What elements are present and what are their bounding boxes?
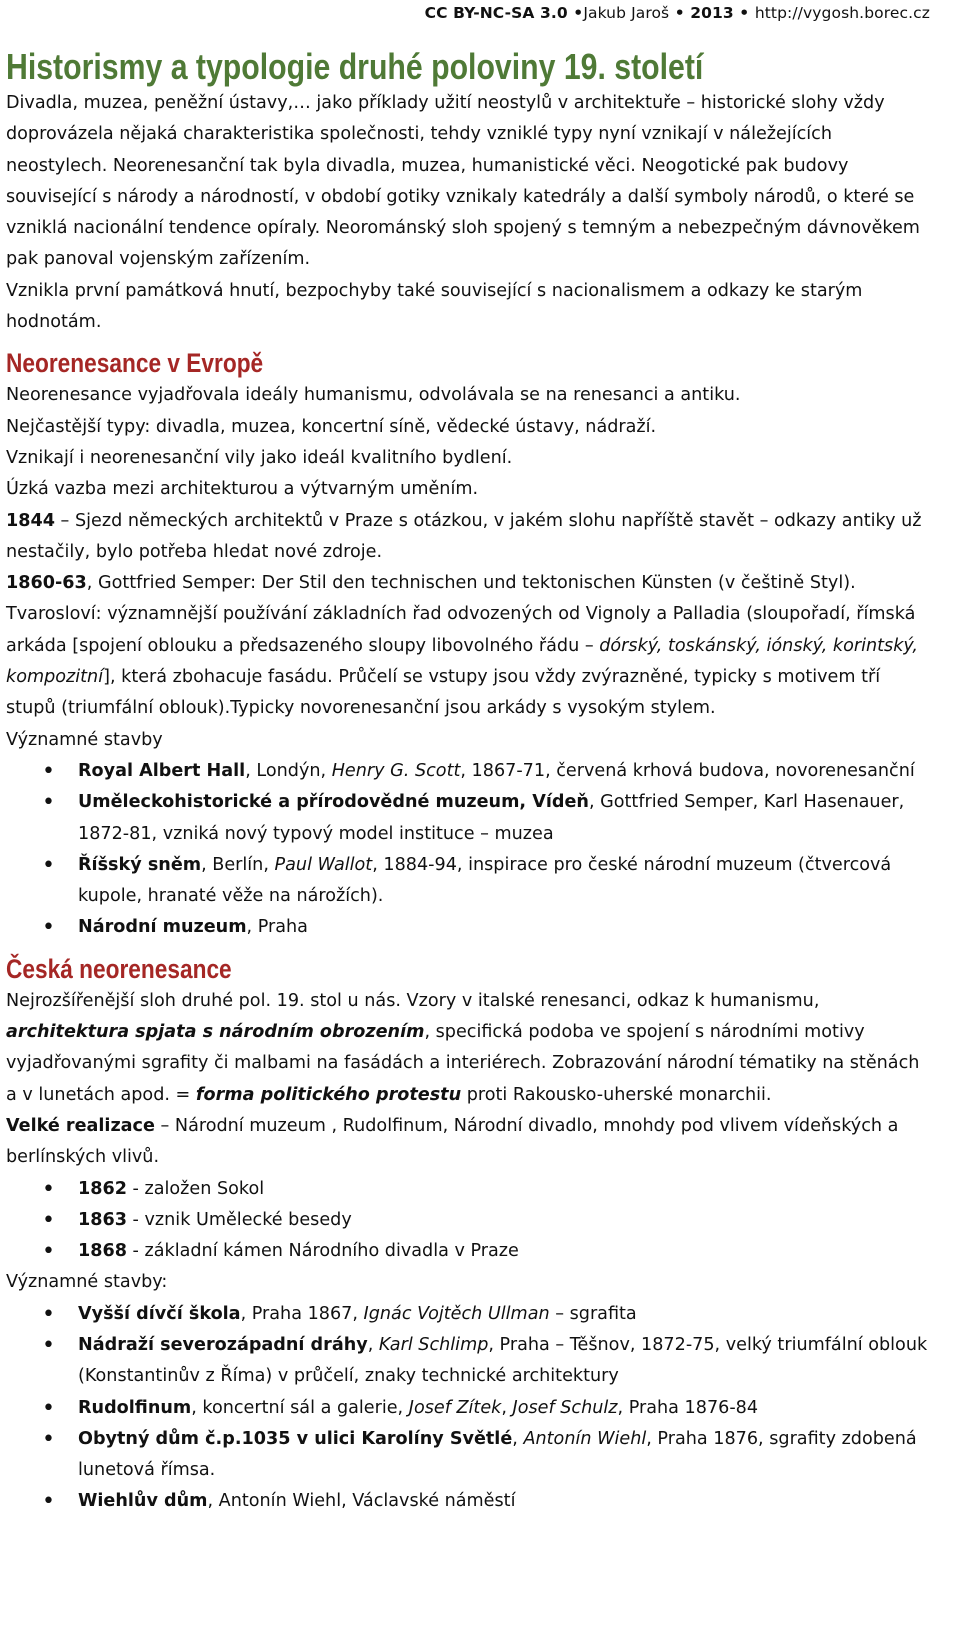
- paragraph: [6, 599, 930, 724]
- list-item: [6, 912, 930, 943]
- text-span: , Praha 1867,: [240, 1303, 364, 1324]
- list-label: Významné stavby:: [6, 1272, 168, 1293]
- paragraph: Neorenesance vyjadřovala ideály humanismu, odvolávala se na renesanci a antiku.: [6, 385, 741, 406]
- architect-name: Paul Wallot: [274, 854, 373, 875]
- bullet-separator: •: [573, 4, 584, 22]
- paragraph: Vznikají i neorenesanční vily jako ideál kvalitního bydlení.: [6, 447, 513, 468]
- spacer: [6, 944, 930, 952]
- text-span: , Gottfried Semper, Karl Hasenauer, 1872-81, vzniká nový typový model instituce – muzea: [78, 792, 905, 844]
- text-span: , Praha – Těšnov, 1872-75, velký triumfální oblouk (Konstantinův z Říma) v průčelí, znaky technické architektury: [78, 1334, 928, 1387]
- paragraph: [6, 1111, 930, 1174]
- building-name: Royal Albert Hall: [78, 760, 246, 781]
- event-year: 1862: [78, 1178, 127, 1199]
- list-item: [6, 850, 930, 913]
- event-year: 1863: [78, 1209, 127, 1230]
- text-span: , koncertní sál a galerie,: [191, 1397, 409, 1418]
- bullet-separator: •: [674, 4, 685, 22]
- list-item: [6, 1299, 930, 1330]
- text-span: , Antonín Wiehl, Václavské náměstí: [207, 1491, 516, 1512]
- intro-paragraph: Divadla, muzea, peněžní ústavy,… jako příklady užití neostylů v architektuře – historické slohy vždy doprovázela nějaká charakteristika společnosti, tehdy vzniklé typy nyní vznikají v náležejících neostylech. Neorenesanční tak byla divadla, muzea, humanistické věci. Neogotické pak budovy související s národy a národností, v období gotiky vznikaly katedrály a další symboly národů, o které se vzniklá nacionální tendence opíraly. Neorománský sloh spojený s temným a nebezpečným dávnověkem pak panoval vojenským zařízením.: [6, 93, 920, 270]
- page-title: Historismy a typologie druhé poloviny 19. století: [6, 46, 704, 87]
- text-span: , Berlín,: [201, 854, 275, 875]
- list-item: [6, 1424, 930, 1487]
- list-item: [6, 1330, 930, 1393]
- event-text: - vznik Umělecké besedy: [126, 1209, 352, 1230]
- list-item: [6, 756, 930, 787]
- list-item: [6, 1393, 930, 1424]
- event-text: - základní kámen Národního divadla v Praze: [126, 1241, 519, 1262]
- architect-name: Josef Schulz: [512, 1397, 618, 1418]
- list-item: [6, 787, 930, 850]
- event-year: 1868: [78, 1241, 127, 1262]
- architect-name: Ignác Vojtěch Ullman: [363, 1303, 550, 1324]
- text-span: , Praha 1876-84: [617, 1397, 759, 1418]
- paragraph: [6, 986, 930, 1111]
- text-span: – sgrafita: [549, 1303, 637, 1324]
- building-name: Wiehlův dům: [78, 1491, 208, 1512]
- text-span: , Praha: [246, 917, 308, 938]
- section-heading: Česká neorenesance: [6, 953, 232, 984]
- text-span: – Národní muzeum , Rudolfinum, Národní divadlo, mnohdy pod vlivem vídeňských a berlínských vlivů.: [6, 1115, 899, 1168]
- paragraph: [6, 506, 930, 569]
- building-name: Rudolfinum: [78, 1397, 192, 1418]
- intro-paragraph: Vznikla první památková hnutí, bezpochyby také související s nacionalismem a odkazy ke starým hodnotám.: [6, 280, 863, 333]
- buildings-list: [6, 1299, 930, 1518]
- paragraph: [6, 568, 930, 599]
- text-span: ,: [512, 1428, 524, 1449]
- events-list: [6, 1174, 930, 1268]
- paragraph: Nejčastější typy: divadla, muzea, koncertní síně, vědecké ústavy, nádraží.: [6, 416, 657, 437]
- building-name: Národní muzeum: [78, 917, 247, 938]
- text-span: ,: [501, 1397, 513, 1418]
- bullet-separator: •: [739, 4, 750, 22]
- architect-name: Antonín Wiehl: [523, 1428, 647, 1449]
- bold-label: Velké realizace: [6, 1115, 155, 1136]
- list-label: Významné stavby: [6, 729, 163, 750]
- paragraph: Úzká vazba mezi architekturou a výtvarným uměním.: [6, 479, 479, 500]
- text-span: proti Rakousko-uherské monarchii.: [461, 1084, 772, 1105]
- event-text: , Gottfried Semper: Der Stil den technischen und tektonischen Künsten (v češtině Styl).: [86, 573, 856, 594]
- text-span: ], která zbohacuje fasádu. Průčelí se vstupy jsou vždy zvýrazněné, typicky s motivem tří stupů (triumfální oblouk).Typicky novorenesanční jsou arkády s vysokým stylem.: [6, 667, 881, 719]
- building-name: Říšský sněm: [78, 854, 202, 875]
- text-span: ,: [367, 1334, 379, 1355]
- list-item: [6, 1236, 930, 1267]
- orders-list: dórský, toskánský, iónský, korintský, kompozitní: [6, 635, 919, 688]
- text-span: , Londýn,: [245, 760, 332, 781]
- building-name: Vyšší dívčí škola: [78, 1303, 241, 1324]
- text-span: , 1867-71, červená krhová budova, novorenesanční: [460, 760, 915, 781]
- buildings-list: [6, 756, 930, 944]
- section-heading: Neorenesance v Evropě: [6, 348, 264, 379]
- text-span: Tvarosloví: významnější používání základních řad odvozených od Vignoly a Palladia (sloupořadí, římská arkáda [spojení oblouku a předsazeného sloupy libovolného řádu –: [6, 604, 916, 656]
- event-year: 1844: [6, 510, 55, 531]
- text-span: , 1884-94, inspirace pro české národní muzeum (čtvercová kupole, hranaté věže na nárožích).: [78, 854, 892, 907]
- event-text: - založen Sokol: [126, 1178, 265, 1199]
- emphasis: forma politického protestu: [195, 1084, 462, 1105]
- list-item: [6, 1174, 930, 1205]
- building-name: Obytný dům č.p.1035 v ulici Karolíny Světlé: [78, 1428, 513, 1449]
- emphasis: architektura spjata s národním obrozením: [6, 1022, 425, 1043]
- year-label: 2013: [690, 4, 734, 22]
- text-span: , Praha 1876, sgrafity zdobená lunetová římsa.: [78, 1428, 917, 1481]
- architect-name: Karl Schlimp: [378, 1334, 489, 1355]
- author-name: Jakub Jaroš: [583, 4, 670, 22]
- architect-name: Henry G. Scott: [331, 760, 461, 781]
- event-year: 1860-63: [6, 573, 87, 594]
- url-link[interactable]: http://vygosh.borec.cz: [754, 4, 930, 22]
- list-item: [6, 1486, 930, 1517]
- text-span: , specifická podoba ve spojení s národními motivy vyjadřovanými sgrafity či malbami na fasádách a interiérech. Zobrazování národní tématiky na stěnách a v lunetách apod. =: [6, 1022, 920, 1105]
- building-name: Nádraží severozápadní dráhy: [78, 1334, 368, 1355]
- event-text: – Sjezd německých architektů v Praze s otázkou, v jakém slohu napříště stavět – odkazy antiky už nestačily, bylo potřeba hledat nové zdroje.: [6, 510, 922, 562]
- page-header: [6, 0, 930, 26]
- license-label: CC BY-NC-SA 3.0: [424, 4, 568, 22]
- spacer: [6, 338, 930, 346]
- building-name: Uměleckohistorické a přírodovědné muzeum, Vídeň: [78, 792, 589, 813]
- architect-name: Josef Zítek: [408, 1397, 502, 1418]
- list-item: [6, 1205, 930, 1236]
- text-span: Nejrozšířenější sloh druhé pol. 19. stol u nás. Vzory v italské renesanci, odkaz k humanismu,: [6, 990, 820, 1011]
